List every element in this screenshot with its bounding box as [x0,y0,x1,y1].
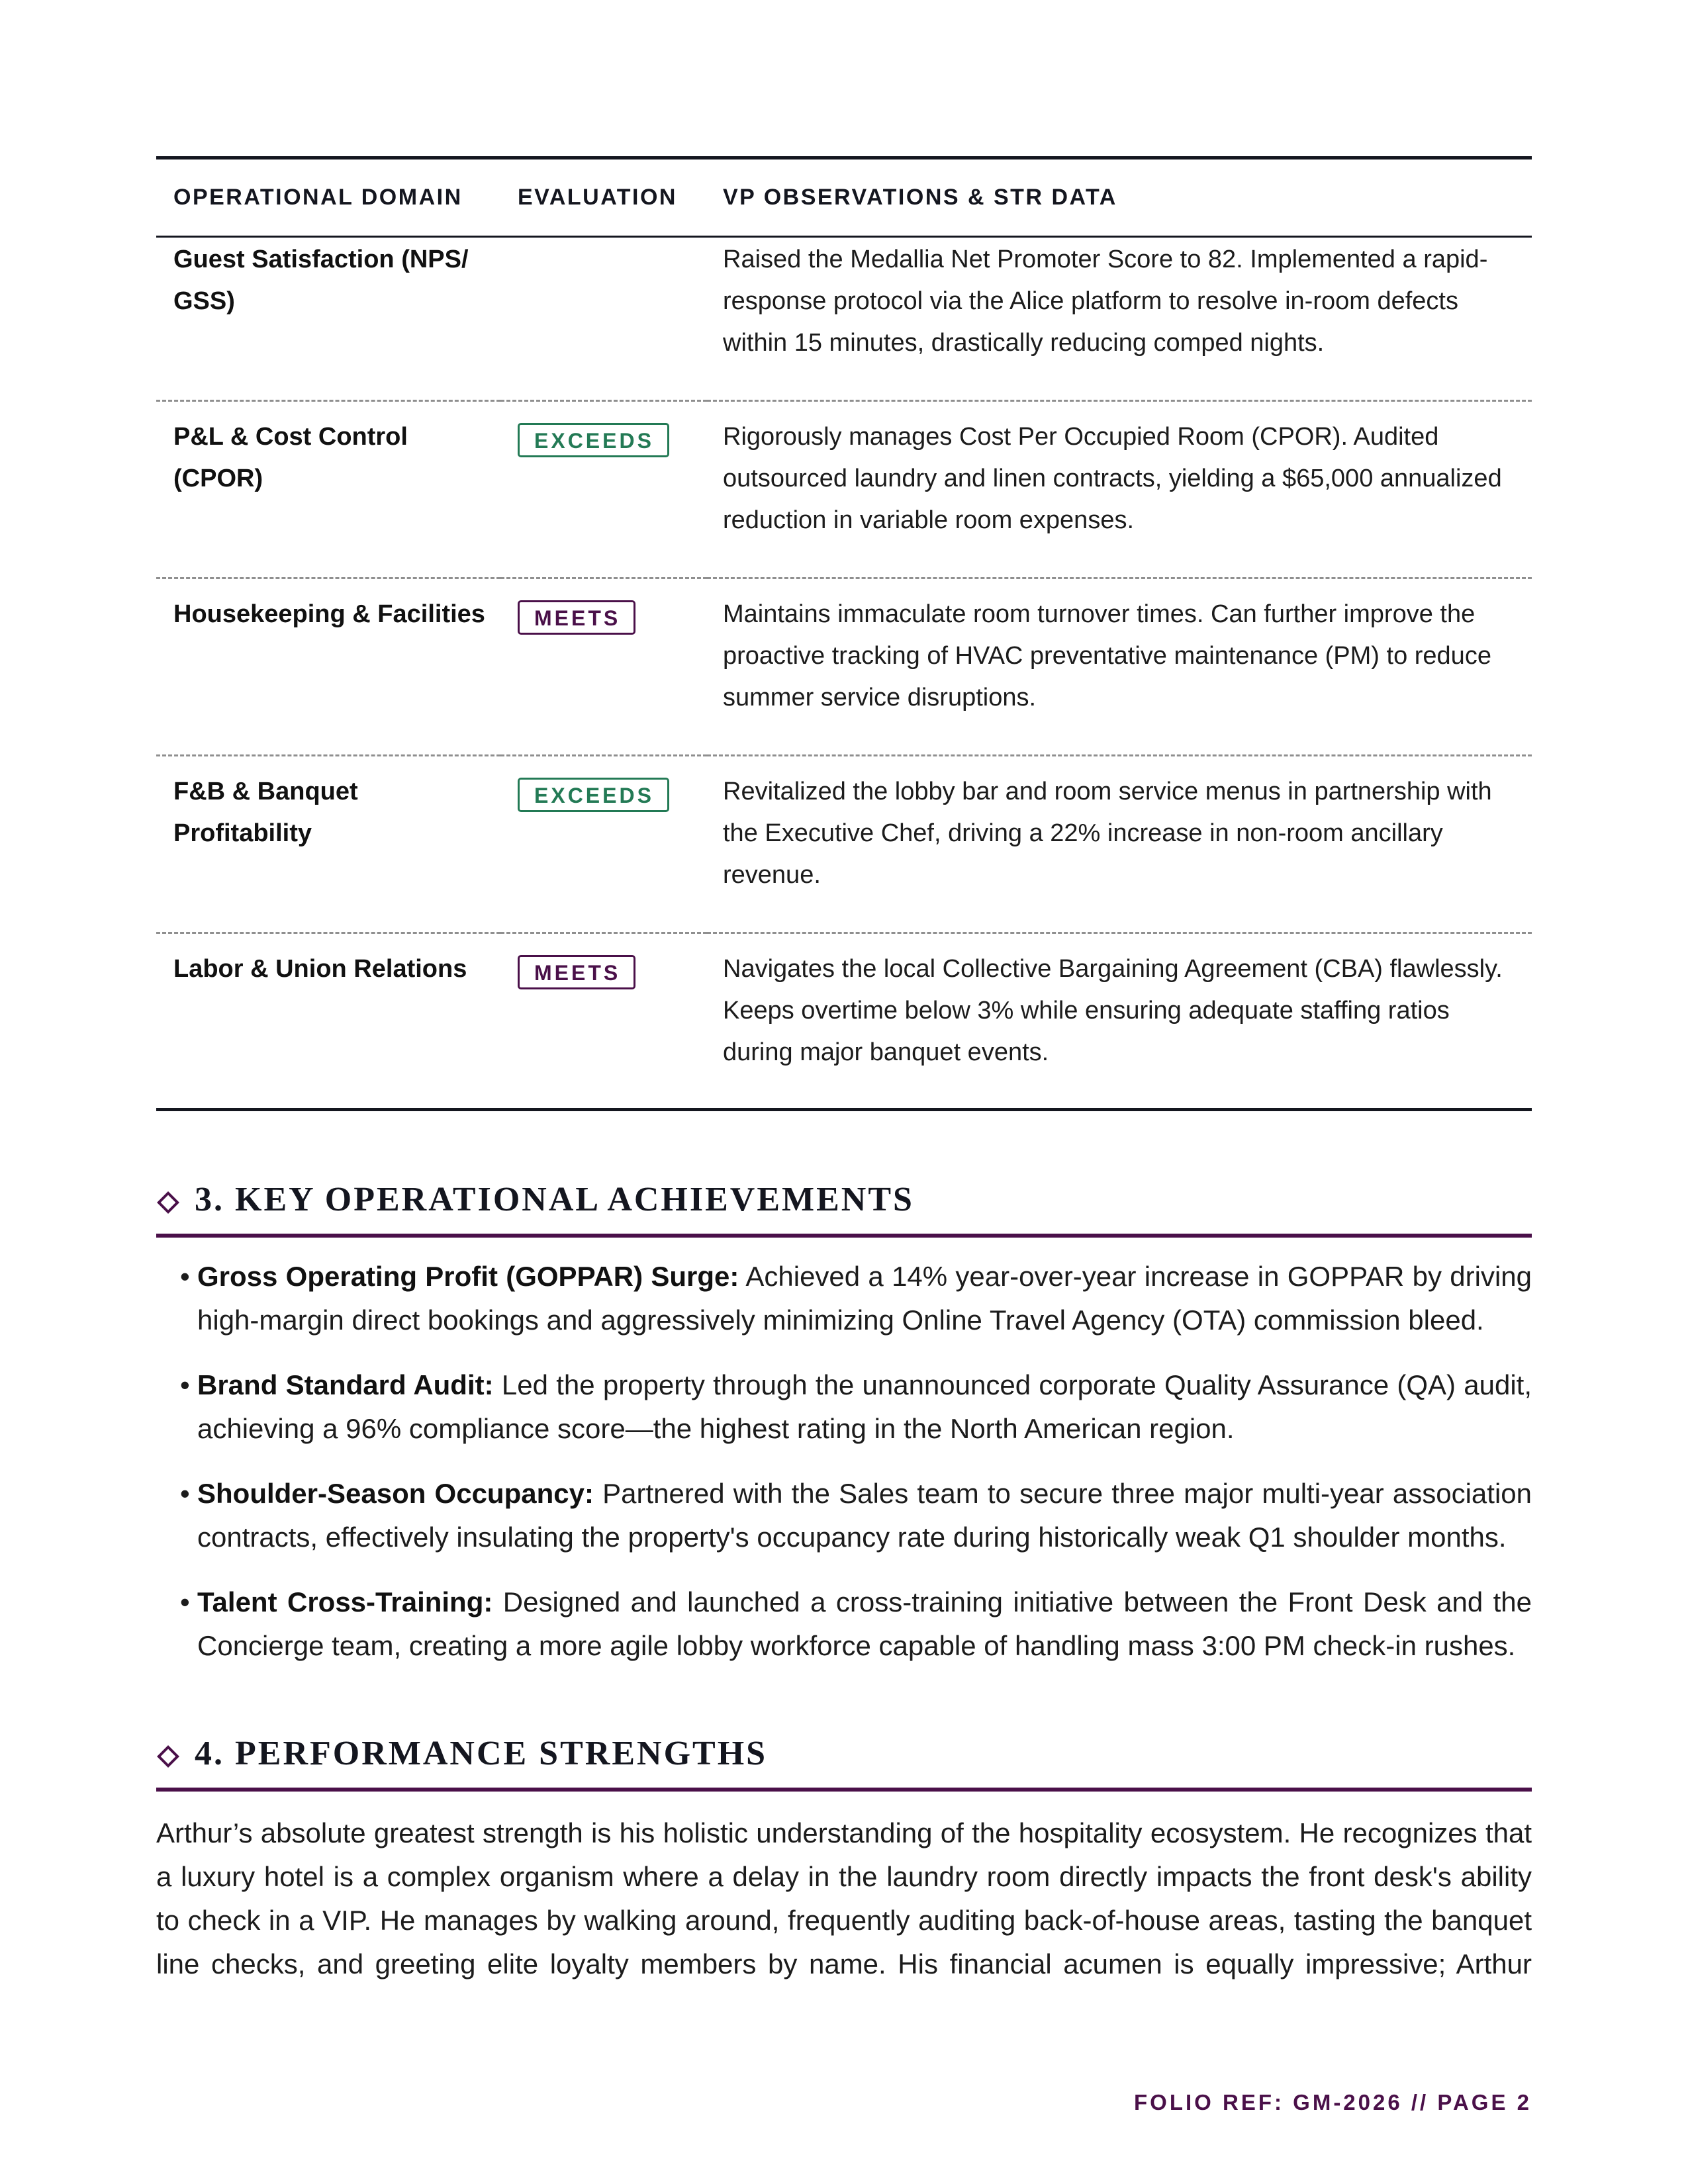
evaluation-badge: EXCEEDS [518,778,669,812]
observation-cell: Navigates the local Collective Bargaining Agreement (CBA) flawlessly. Keeps overtime below 3% while ensuring adequate staffing ratios during major banquet events. [723,955,1503,1066]
column-header-domain: OPERATIONAL DOMAIN [156,158,500,237]
table-row [156,237,1532,401]
item-text: Led the property through the unannounced corporate Quality Assurance (QA) audit, achieving a 96% compliance score—the highest rating in the North American region. [197,1369,1532,1444]
item-lead: Talent Cross-Training: [197,1586,493,1617]
domain-cell: Guest Satisfaction (NPS/ GSS) [156,237,500,401]
section-heading-achievements [156,1180,1532,1238]
domain-cell: Housekeeping & Facilities [156,578,500,756]
domain-cell: F&B & Banquet Profitability [156,756,500,933]
item-lead: Gross Operating Profit (GOPPAR) Surge: [197,1261,739,1292]
strengths-paragraph: Arthur’s absolute greatest strength is his holistic understanding of the hospitality ecosystem. He recognizes that a luxury hotel is a complex organism where a delay in the laundry room directly impacts the front desk's ability to check in a VIP. He manages by walking around, frequently auditing back-of-house areas, tasting the banquet line checks, and greeting elite loyalty members by name. His financial acumen is equally impressive; Arthur [156,1817,1532,1979]
column-header-observations: VP OBSERVATIONS & STR DATA [707,158,1532,237]
diamond-bullet-icon [157,1745,179,1768]
item-text: Designed and launched a cross-training initiative between the Front Desk and the Concierge team, creating a more agile lobby workforce capable of handling mass 3:00 PM check-in rushes. [197,1586,1532,1661]
section-heading-strengths [156,1734,1532,1792]
evaluation-table [156,156,1532,1111]
list-item [156,1472,1532,1559]
table-header-row [156,158,1532,237]
achievements-list [156,1255,1532,1668]
list-item [156,1580,1532,1668]
table-row [156,756,1532,933]
bullet-dot-icon: • [180,1261,190,1292]
observation-cell: Maintains immaculate room turnover times. Can further improve the proactive tracking of HVAC preventative maintenance (PM) to reduce summer service disruptions. [707,578,1532,756]
evaluation-badge: MEETS [518,600,635,635]
evaluation-cell [500,578,707,756]
evaluation-badge: MEETS [518,955,635,989]
page-content [156,156,1532,2014]
table-row [156,578,1532,756]
section-title: 4. PERFORMANCE STRENGTHS [195,1735,768,1772]
bullet-dot-icon: • [180,1369,190,1400]
bullet-dot-icon: • [180,1478,190,1509]
domain-cell: P&L & Cost Control (CPOR) [156,401,500,578]
observation-cell: Revitalized the lobby bar and room service menus in partnership with the Executive Chef, driving a 22% increase in non-room ancillary revenue. [707,756,1532,933]
item-text: Partnered with the Sales team to secure three major multi-year association contracts, effectively insulating the property's occupancy rate during historically weak Q1 shoulder months. [197,1478,1532,1553]
item-lead: Shoulder-Season Occupancy: [197,1478,594,1509]
section-title: 3. KEY OPERATIONAL ACHIEVEMENTS [195,1181,914,1218]
observation-cell: Raised the Medallia Net Promoter Score to 82. Implemented a rapid-response protocol via the Alice platform to resolve in-room defects within 15 minutes, drastically reducing comped nights. [707,237,1532,401]
item-text: Achieved a 14% year-over-year increase in GOPPAR by driving high-margin direct bookings and aggressively minimizing Online Travel Agency (OTA) commission bleed. [197,1261,1532,1336]
folio-footer: FOLIO REF: GM-2026 // PAGE 2 [1134,2090,1532,2115]
table-row [156,401,1532,578]
domain-cell: Labor & Union Relations [173,955,467,983]
evaluation-cell [500,933,707,1110]
bullet-dot-icon: • [180,1586,190,1617]
evaluation-cell [500,756,707,933]
column-header-evaluation: EVALUATION [500,158,707,237]
list-item [156,1255,1532,1342]
evaluation-badge: EXCEEDS [518,423,669,457]
table-row [156,933,1532,1110]
list-item [156,1363,1532,1451]
evaluation-cell [500,237,707,401]
item-lead: Brand Standard Audit: [197,1369,494,1400]
diamond-bullet-icon [157,1191,179,1214]
observation-cell: Rigorously manages Cost Per Occupied Room (CPOR). Audited outsourced laundry and linen contracts, yielding a $65,000 annualized reduction in variable room expenses. [707,401,1532,578]
evaluation-cell [500,401,707,578]
